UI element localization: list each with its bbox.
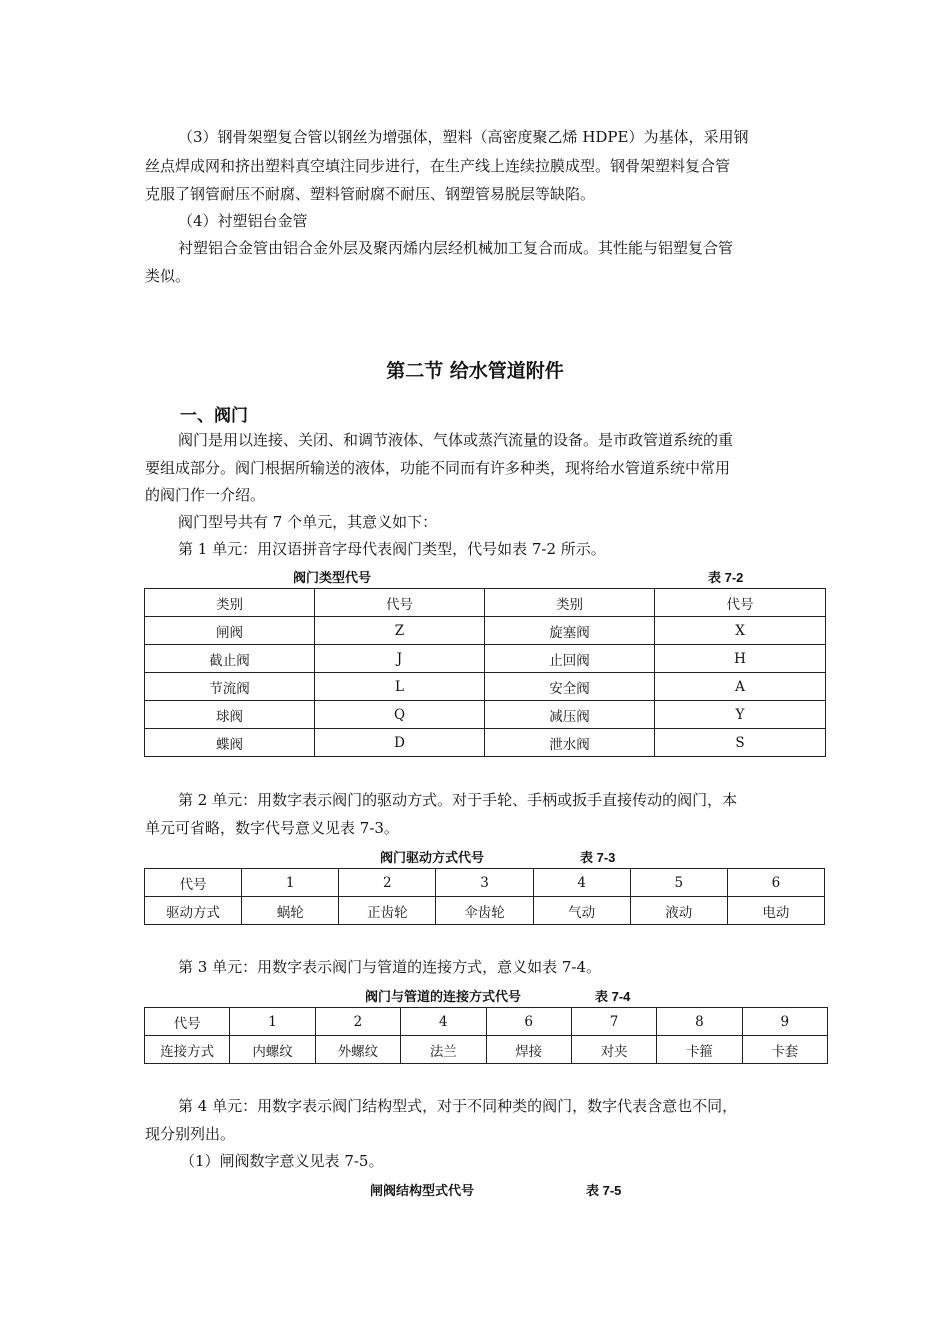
table-cell: 球阀	[145, 701, 315, 729]
unit4-line-1: 第 4 单元：用数字表示阀门结构型式，对于不同种类的阀门，数字代表含意也不同，	[178, 1097, 738, 1115]
table75-caption: 闸阀结构型式代号	[370, 1183, 475, 1198]
table-cell: 6	[727, 869, 824, 897]
valve-line-1: 阀门是用以连接、关闭、和调节液体、气体或蒸汽流量的设备。是市政管道系统的重	[178, 431, 734, 449]
table73-caption: 阀门驱动方式代号	[380, 850, 485, 865]
table-cell: 卡套	[742, 1036, 827, 1064]
table-cell: 驱动方式	[145, 897, 242, 925]
table-row	[145, 1036, 828, 1064]
valve-units-intro: 阀门型号共有 7 个单元，其意义如下：	[178, 513, 438, 531]
unit1-text: 第 1 单元：用汉语拼音字母代表阀门类型，代号如表 7-2 所示。	[178, 540, 606, 558]
table-cell: 焊接	[486, 1036, 571, 1064]
table-cell: 9	[742, 1008, 827, 1036]
table-cell: 安全阀	[485, 673, 655, 701]
table-cell: 闸阀	[145, 617, 315, 645]
unit3-text: 第 3 单元：用数字表示阀门与管道的连接方式，意义如表 7-4。	[178, 958, 602, 976]
intro-line-3: 克服了钢管耐压不耐腐、塑料管耐腐不耐压、钢塑管易脱层等缺陷。	[145, 185, 596, 203]
table-cell: X	[655, 617, 826, 645]
intro-line-5: 类似。	[145, 267, 191, 285]
unit4-sub: （1）闸阀数字意义见表 7-5。	[180, 1152, 384, 1170]
table-cell: 连接方式	[145, 1036, 230, 1064]
table-cell: 外螺纹	[315, 1036, 400, 1064]
table74-caption: 阀门与管道的连接方式代号	[365, 989, 522, 1004]
table-row	[145, 1008, 828, 1036]
table-cell: 电动	[727, 897, 824, 925]
table-header-cell: 代号	[655, 589, 826, 617]
table-cell: H	[655, 645, 826, 673]
table-cell: 伞齿轮	[436, 897, 533, 925]
table72-number: 表 7-2	[708, 570, 744, 585]
table-cell: 截止阀	[145, 645, 315, 673]
table-cell: 内螺纹	[230, 1036, 315, 1064]
table-cell: 1	[230, 1008, 315, 1036]
table-cell: J	[315, 645, 485, 673]
table-row	[145, 701, 826, 729]
table-cell: 2	[315, 1008, 400, 1036]
table-row	[145, 729, 826, 757]
table-row	[145, 869, 825, 897]
table-cell: 卡箍	[657, 1036, 742, 1064]
table-header-cell: 代号	[315, 589, 485, 617]
section-title: 第二节 给水管道附件	[386, 360, 564, 382]
table-cell: 3	[436, 869, 533, 897]
table-cell: D	[315, 729, 485, 757]
table-row	[145, 645, 826, 673]
intro-line-2: 丝点焊成网和挤出塑料真空填注同步进行，在生产线上连续拉膜成型。钢骨架塑料复合管	[145, 157, 731, 175]
valve-heading: 一、阀门	[180, 406, 248, 426]
table-cell: 旋塞阀	[485, 617, 655, 645]
table-cell: 4	[401, 1008, 486, 1036]
table-cell: 液动	[630, 897, 727, 925]
intro-item-4: （4）衬塑铝台金管	[178, 212, 308, 230]
table75-number: 表 7-5	[586, 1183, 622, 1198]
table-cell: 代号	[145, 869, 242, 897]
table-cell: 蜗轮	[242, 897, 339, 925]
table-cell: 正齿轮	[339, 897, 436, 925]
unit4-line-2: 现分别列出。	[145, 1125, 236, 1143]
table-cell: 蝶阀	[145, 729, 315, 757]
table-cell: 代号	[145, 1008, 230, 1036]
unit2-line-2: 单元可省略，数字代号意义见表 7-3。	[145, 819, 399, 837]
table-cell: 8	[657, 1008, 742, 1036]
table-cell: S	[655, 729, 826, 757]
table-cell: 6	[486, 1008, 571, 1036]
table-cell: Z	[315, 617, 485, 645]
valve-line-3: 的阀门作一介绍。	[145, 486, 266, 504]
table-row	[145, 673, 826, 701]
table-cell: 减压阀	[485, 701, 655, 729]
table-cell: 气动	[533, 897, 630, 925]
table-cell: 泄水阀	[485, 729, 655, 757]
table73-number: 表 7-3	[580, 850, 616, 865]
table-cell: 1	[242, 869, 339, 897]
table-cell: L	[315, 673, 485, 701]
table74-number: 表 7-4	[595, 989, 631, 1004]
table-cell: 5	[630, 869, 727, 897]
table-cell: Q	[315, 701, 485, 729]
table-cell: 止回阀	[485, 645, 655, 673]
table-row	[145, 897, 825, 925]
table-row	[145, 617, 826, 645]
table-header-cell: 类别	[485, 589, 655, 617]
table-cell: 对夹	[571, 1036, 656, 1064]
table74	[144, 1007, 828, 1064]
unit2-line-1: 第 2 单元：用数字表示阀门的驱动方式。对于手轮、手柄或扳手直接传动的阀门，本	[178, 791, 738, 809]
table-cell: Y	[655, 701, 826, 729]
table72	[144, 588, 826, 757]
table-cell: 法兰	[401, 1036, 486, 1064]
table73	[144, 868, 825, 925]
table-cell: 节流阀	[145, 673, 315, 701]
valve-line-2: 要组成部分。阀门根据所输送的液体，功能不同而有许多种类，现将给水管道系统中常用	[145, 459, 731, 477]
intro-line-1: （3）钢骨架塑复合管以钢丝为增强体，塑料（高密度聚乙烯 HDPE）为基体，采用钢	[178, 128, 749, 146]
table-header-cell: 类别	[145, 589, 315, 617]
table-cell: 7	[571, 1008, 656, 1036]
intro-line-4: 衬塑铝合金管由铝合金外层及聚丙烯内层经机械加工复合而成。其性能与铝塑复合管	[178, 239, 734, 257]
table-cell: 4	[533, 869, 630, 897]
table-cell: A	[655, 673, 826, 701]
table-row	[145, 589, 826, 617]
table72-caption: 阀门类型代号	[293, 570, 372, 585]
table-cell: 2	[339, 869, 436, 897]
